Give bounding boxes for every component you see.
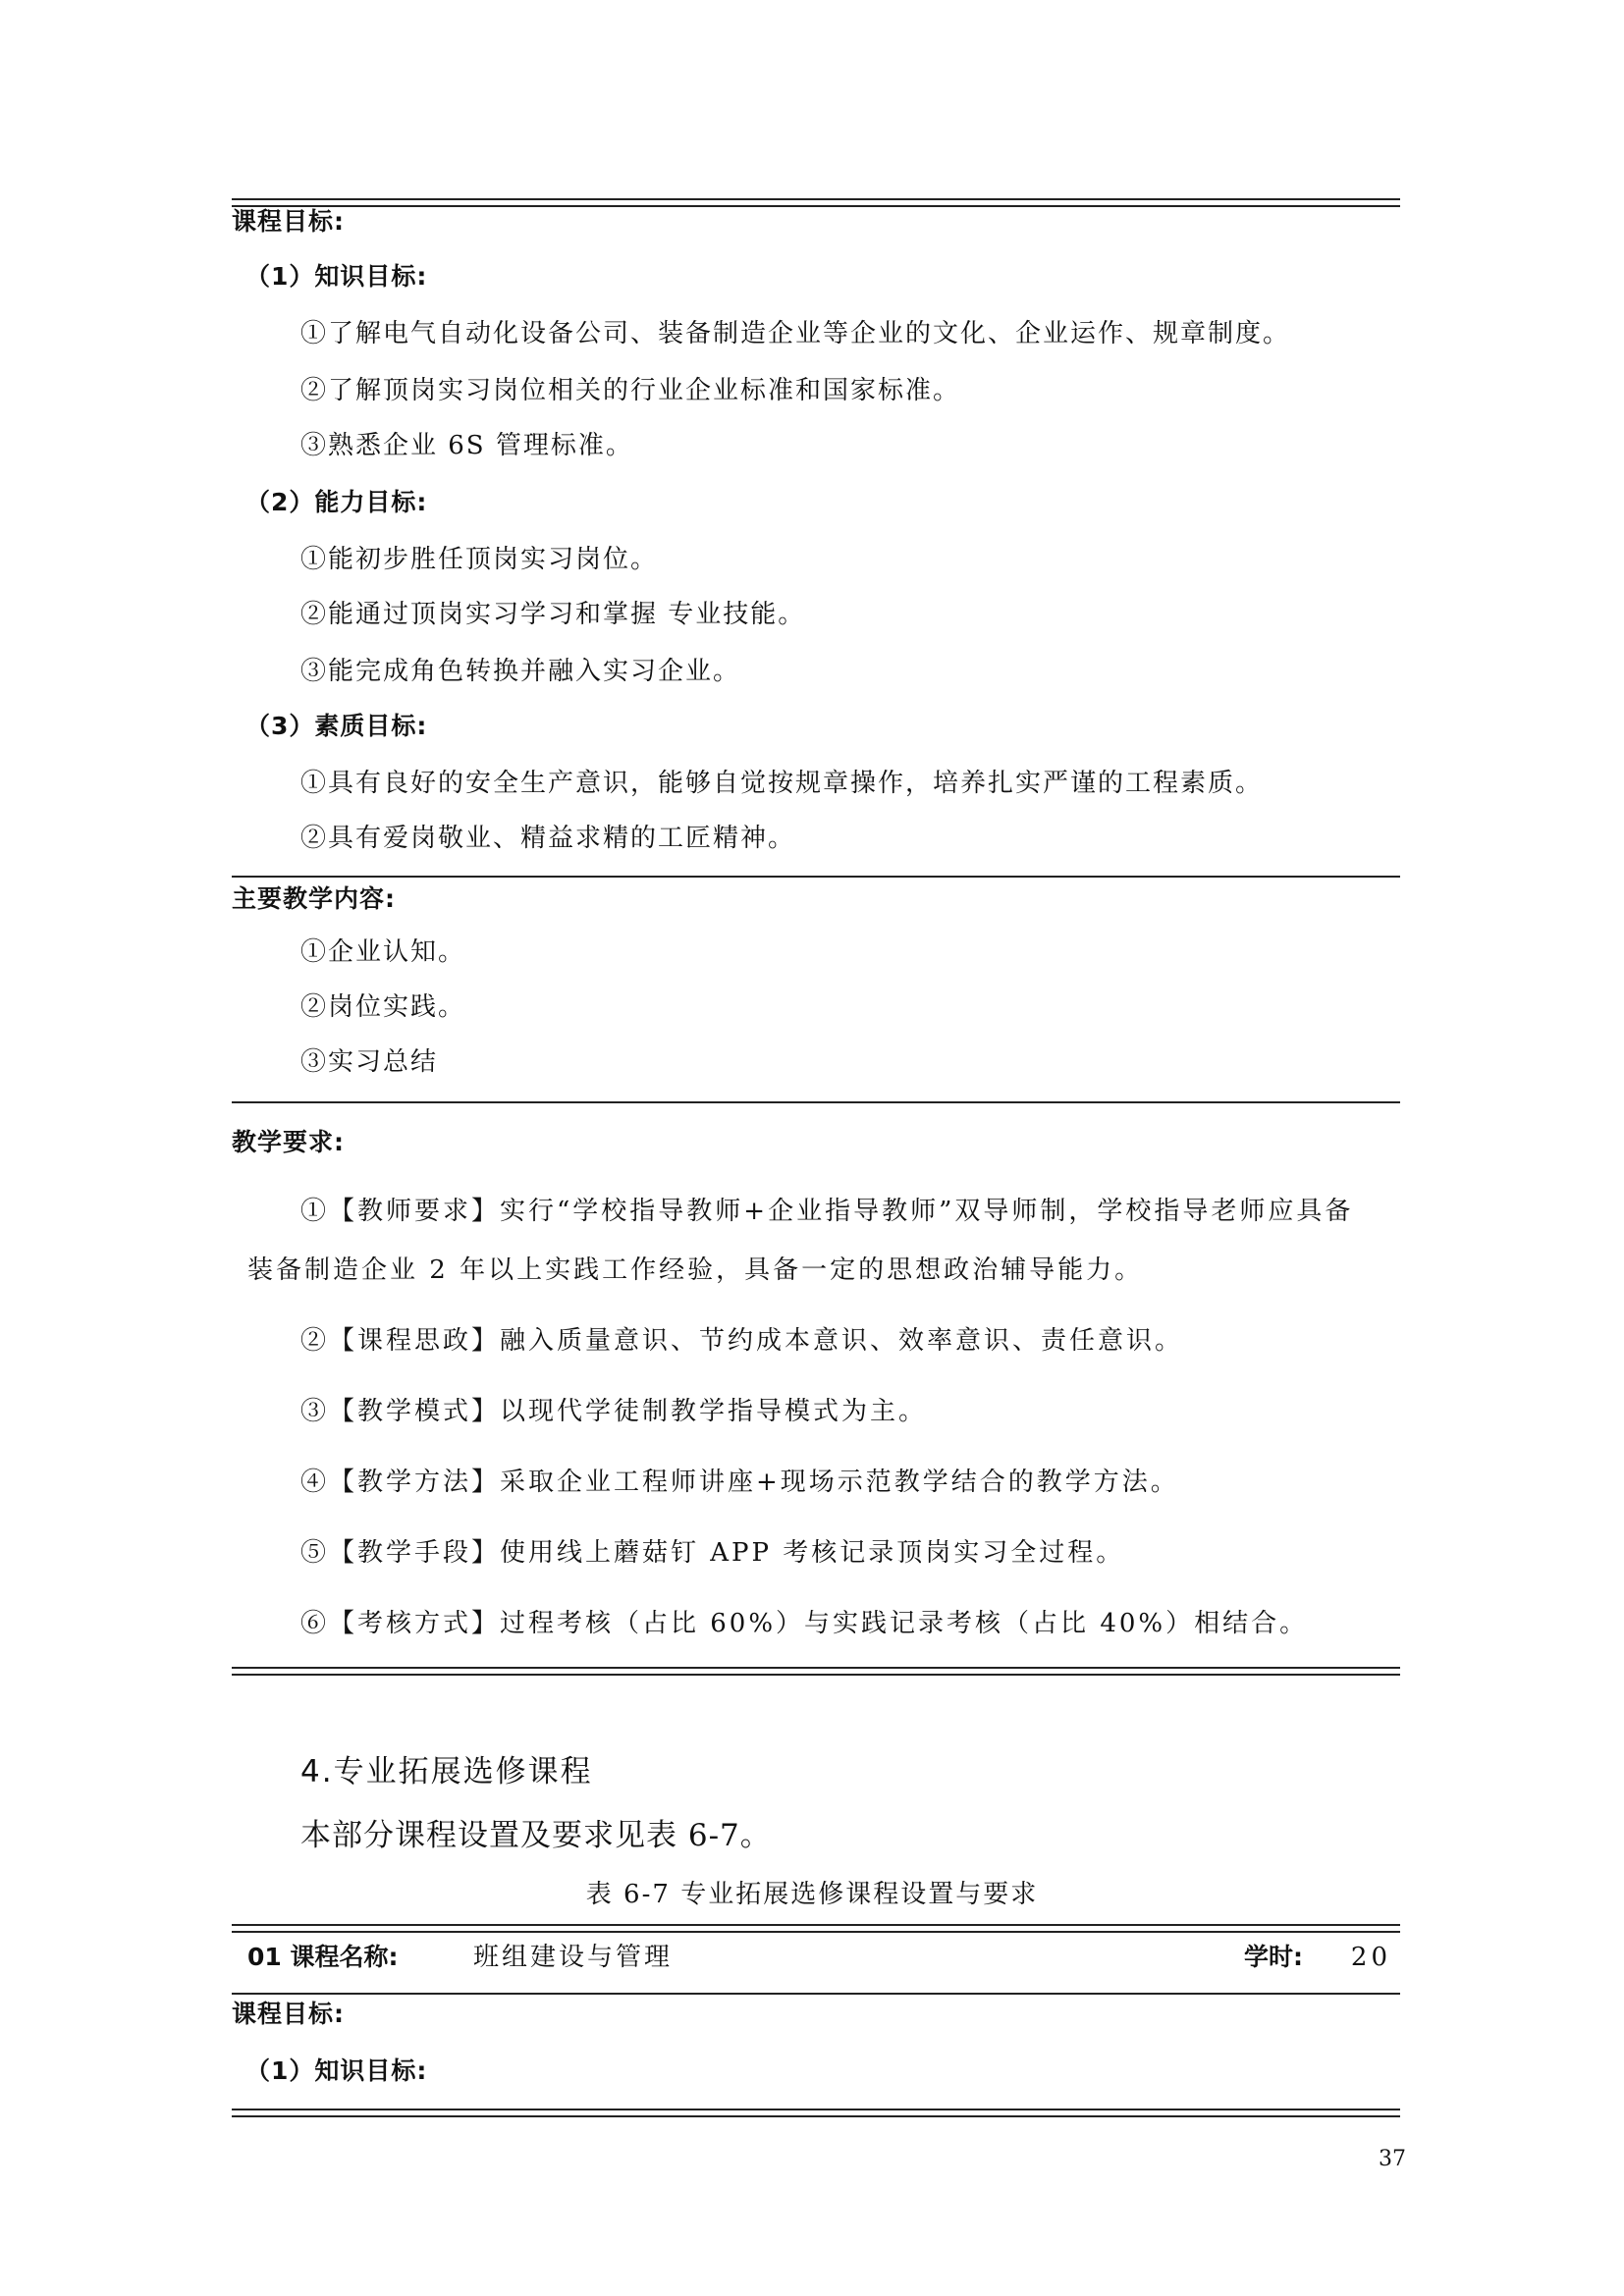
course-name: 班组建设与管理 — [473, 1943, 674, 1972]
page-number: 37 — [1379, 2147, 1406, 2171]
section-title: 4.专业拓展选修课程 — [300, 1754, 593, 1789]
knowledge-heading: （1）知识目标: — [245, 262, 428, 291]
knowledge-item: ③熟悉企业 6S 管理标准。 — [300, 431, 633, 460]
quality-heading: （3）素质目标: — [245, 712, 428, 740]
content-heading: 主要教学内容: — [232, 884, 396, 913]
requirement-line: ④【教学方法】采取企业工程师讲座+现场示范教学结合的教学方法。 — [300, 1468, 1179, 1497]
course-hours-label: 学时: — [1244, 1943, 1303, 1971]
content-item: ③实习总结 — [300, 1047, 439, 1077]
knowledge-heading: （1）知识目标: — [245, 2056, 428, 2085]
content-item: ②岗位实践。 — [300, 992, 466, 1022]
requirement-line: ⑥【考核方式】过程考核（占比 60%）与实践记录考核（占比 40%）相结合。 — [300, 1609, 1309, 1638]
course-header-row — [247, 1940, 1391, 1975]
section-divider — [232, 1993, 1400, 1995]
table-top-border — [232, 198, 1400, 207]
requirements-heading: 教学要求: — [232, 1128, 345, 1156]
requirement-line: 装备制造企业 2 年以上实践工作经验，具备一定的思想政治辅导能力。 — [247, 1255, 1144, 1285]
content-item: ①企业认知。 — [300, 937, 466, 967]
objectives-heading: 课程目标: — [232, 207, 345, 236]
ability-heading: （2）能力目标: — [245, 488, 428, 516]
section-intro: 本部分课程设置及要求见表 6-7。 — [300, 1818, 772, 1853]
requirement-line: ⑤【教学手段】使用线上蘑菇钉 APP 考核记录顶岗实习全过程。 — [300, 1538, 1125, 1568]
table-bottom-border — [232, 1667, 1400, 1676]
section-divider — [232, 1101, 1400, 1103]
objectives-heading: 课程目标: — [232, 2000, 345, 2028]
section-divider — [232, 876, 1400, 878]
ability-item: ②能通过顶岗实习学习和掌握 专业技能。 — [300, 600, 806, 629]
knowledge-item: ②了解顶岗实习岗位相关的行业企业标准和国家标准。 — [300, 376, 961, 405]
requirement-line: ①【教师要求】实行“学校指导教师+企业指导教师”双导师制，学校指导老师应具备 — [300, 1197, 1354, 1226]
course-hours: 20 — [1350, 1943, 1391, 1972]
quality-item: ①具有良好的安全生产意识，能够自觉按规章操作，培养扎实严谨的工程素质。 — [300, 769, 1264, 798]
table-bottom-border — [232, 2109, 1400, 2117]
course-name-label: 01 课程名称: — [247, 1943, 399, 1971]
quality-item: ②具有爱岗敬业、精益求精的工匠精神。 — [300, 824, 796, 853]
table-top-border — [232, 1924, 1400, 1933]
requirement-line: ②【课程思政】融入质量意识、节约成本意识、效率意识、责任意识。 — [300, 1326, 1184, 1356]
ability-item: ③能完成角色转换并融入实习企业。 — [300, 657, 741, 686]
table-caption: 表 6-7 专业拓展选修课程设置与要求 — [585, 1880, 1039, 1909]
ability-item: ①能初步胜任顶岗实习岗位。 — [300, 545, 659, 574]
knowledge-item: ①了解电气自动化设备公司、装备制造企业等企业的文化、企业运作、规章制度。 — [300, 319, 1291, 348]
requirement-line: ③【教学模式】以现代学徒制教学指导模式为主。 — [300, 1397, 928, 1426]
